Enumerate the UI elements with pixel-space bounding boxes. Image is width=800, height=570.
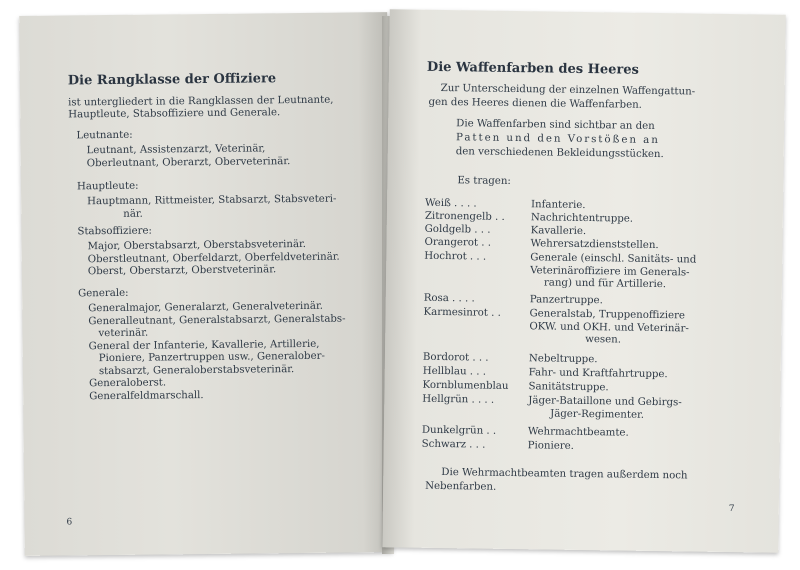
group-label-generale: Generale: xyxy=(78,287,129,300)
group-line: veterinär. xyxy=(98,327,149,340)
color-name: Zitronengelb . . xyxy=(424,210,505,223)
color-desc: Panzertruppe. xyxy=(529,294,603,307)
color-name: Kornblumenblau xyxy=(422,379,509,392)
left-page xyxy=(19,12,393,556)
color-desc xyxy=(530,252,731,292)
color-desc-line: Veterinäroffiziere im Generals- xyxy=(530,264,690,278)
color-name: Weiß . . . . xyxy=(424,197,477,210)
color-desc: Nachrichtentruppe. xyxy=(530,212,634,225)
group-line: Generalmajor, Generalarzt, Generalveterinär. xyxy=(88,300,323,315)
right-intro-line-2: gen des Heeres dienen die Waffenfarben. xyxy=(428,96,643,111)
group-line: Generalfeldmarschall. xyxy=(89,389,204,402)
color-desc: Kavallerie. xyxy=(530,225,587,238)
color-desc-line: Generalstab, Truppenoffiziere xyxy=(529,308,686,322)
color-name: Dunkelgrün . . xyxy=(421,424,497,437)
left-intro-line-2: Hauptleute, Stabsoffiziere und Generale. xyxy=(68,107,281,121)
color-name: Bordorot . . . xyxy=(422,351,489,364)
group-line: Major, Oberstabsarzt, Oberstabsveterinär. xyxy=(87,238,307,253)
group-body-generale xyxy=(88,301,346,404)
color-desc-line: wesen. xyxy=(585,334,622,346)
right-page xyxy=(382,9,785,552)
right-footer-line-2: Nebenfarben. xyxy=(425,480,497,493)
color-desc-line: Jäger-Bataillone und Gebirgs- xyxy=(528,395,682,409)
group-line: Oberst, Oberstarzt, Oberstveterinär. xyxy=(87,264,277,278)
group-line: Pioniere, Panzertruppen usw., Generalober- xyxy=(98,350,325,365)
color-desc-line: Generale (einschl. Sanitäts- und xyxy=(530,252,697,266)
color-desc-line: rang) und für Artillerie. xyxy=(543,277,667,291)
group-line: Oberleutnant, Oberarzt, Oberveterinär. xyxy=(86,155,291,169)
color-desc: Sanitätstruppe. xyxy=(528,381,609,394)
es-tragen-label: Es tragen: xyxy=(457,175,511,187)
left-intro-line-1: ist untergliedert in die Rangklassen der Leutnante, xyxy=(68,94,334,109)
color-desc: Fahr- und Kraftfahrtruppe. xyxy=(528,367,668,381)
right-page-heading: Die Waffenfarben des Heeres xyxy=(426,59,640,78)
color-desc xyxy=(529,308,730,348)
group-line: Generalleutnant, Generalstabsarzt, Generalstabs- xyxy=(88,313,346,327)
color-name: Hellblau . . . xyxy=(422,365,487,378)
right-note-line-1: Die Waffenfarben sind sichtbar an den xyxy=(456,118,655,132)
right-note-line-2: Patten und den Vorstößen an xyxy=(455,132,660,147)
group-label-hauptleute: Hauptleute: xyxy=(76,180,139,193)
group-line: stabsarzt, Generaloberstabsveterinär. xyxy=(98,363,295,377)
open-booklet xyxy=(8,6,792,562)
group-line: Oberstleutnant, Oberfeldarzt, Oberfeldveterinär. xyxy=(87,251,340,265)
color-name: Goldgelb . . . xyxy=(424,223,491,236)
right-note-line-3: den verschiedenen Bekleidungsstücken. xyxy=(455,146,664,161)
color-desc: Wehrersatzdienststellen. xyxy=(530,238,659,252)
group-body-leutnante xyxy=(87,143,291,170)
right-intro-line-1: Zur Unterscheidung der einzelnen Waffengattun- xyxy=(440,82,696,98)
group-line: när. xyxy=(123,208,143,220)
color-desc-line: OKW. und OKH. und Veterinär- xyxy=(529,320,689,334)
color-name: Rosa . . . . xyxy=(423,292,475,305)
color-name: Karmesinrot . . xyxy=(423,306,501,319)
group-line: Leutnant, Assistenzarzt, Veterinär, xyxy=(86,143,266,157)
color-name: Schwarz . . . xyxy=(421,438,486,451)
color-desc: Pioniere. xyxy=(527,440,575,452)
right-page-number: 7 xyxy=(728,504,735,515)
color-name: Orangerot . . xyxy=(424,236,492,249)
left-page-heading: Die Rangklasse der Offiziere xyxy=(67,71,277,89)
group-body-hauptleute xyxy=(87,194,337,222)
group-label-stabsoffiziere: Stabsoffiziere: xyxy=(77,225,153,238)
left-page-number: 6 xyxy=(66,517,73,528)
right-footer-line-1: Die Wehrmachtbeamten tragen außerdem noch xyxy=(441,467,688,482)
color-desc: Nebeltruppe. xyxy=(528,353,598,366)
color-name: Hellgrün . . . . xyxy=(422,393,495,406)
group-label-leutnante: Leutnante: xyxy=(76,129,133,142)
group-body-stabsoffiziere xyxy=(88,239,340,279)
group-line: Generaloberst. xyxy=(88,377,167,390)
group-line: General der Infanterie, Kavallerie, Artillerie, xyxy=(88,338,320,352)
color-name: Hochrot . . . xyxy=(424,250,487,263)
color-desc: Wehrmachtbeamte. xyxy=(527,426,629,439)
color-desc: Infanterie. xyxy=(530,199,586,212)
color-desc xyxy=(528,395,728,423)
group-line: Hauptmann, Rittmeister, Stabsarzt, Stabsveteri- xyxy=(87,193,337,208)
color-desc-line: Jäger-Regimenter. xyxy=(550,408,645,421)
